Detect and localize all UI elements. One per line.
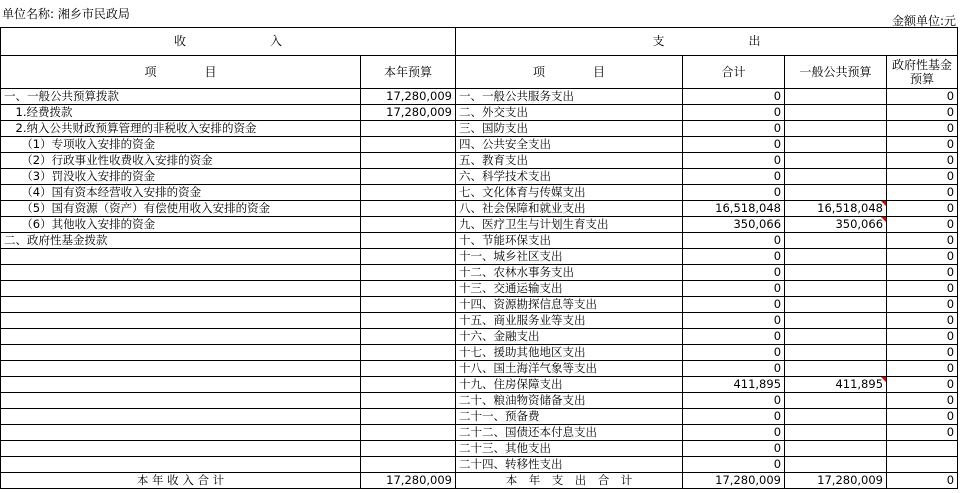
expense-item-cell: 十、节能环保支出 xyxy=(456,233,683,249)
expense-fund-sum: 0 xyxy=(887,473,958,489)
expense-fund-cell: 0 xyxy=(887,313,958,329)
expense-total-cell: 0 xyxy=(683,89,785,105)
expense-fund-cell: 0 xyxy=(887,361,958,377)
expense-total-cell: 0 xyxy=(683,169,785,185)
income-budget-cell xyxy=(361,185,456,201)
income-group-header: 收 入 xyxy=(1,28,456,56)
expense-general-cell: 411,895 xyxy=(785,377,887,393)
expense-item-cell: 十八、国土海洋气象等支出 xyxy=(456,361,683,377)
income-budget-cell: 17,280,009 xyxy=(361,105,456,121)
expense-general-cell xyxy=(785,441,887,457)
expense-fund-cell xyxy=(887,441,958,457)
income-budget-cell xyxy=(361,217,456,233)
table-row xyxy=(1,153,958,169)
expense-fund-cell: 0 xyxy=(887,409,958,425)
expense-fund-cell: 0 xyxy=(887,153,958,169)
expense-item-header: 项 目 xyxy=(456,56,683,89)
expense-fund-cell: 0 xyxy=(887,281,958,297)
table-row xyxy=(1,89,958,105)
income-item-cell: 一、一般公共预算拨款 xyxy=(1,89,361,105)
expense-general-cell xyxy=(785,297,887,313)
income-budget-cell xyxy=(361,361,456,377)
expense-general-cell xyxy=(785,329,887,345)
expense-general-cell xyxy=(785,457,887,473)
expense-total-cell: 0 xyxy=(683,105,785,121)
expense-fund-cell: 0 xyxy=(887,425,958,441)
expense-total-cell: 0 xyxy=(683,345,785,361)
income-item-cell xyxy=(1,297,361,313)
income-item-cell: （6）其他收入安排的资金 xyxy=(1,217,361,233)
expense-total-cell: 0 xyxy=(683,281,785,297)
table-row xyxy=(1,393,958,409)
income-budget-cell xyxy=(361,121,456,137)
expense-general-header: 一般公共预算 xyxy=(785,56,887,89)
expense-total-cell: 350,066 xyxy=(683,217,785,233)
table-row xyxy=(1,281,958,297)
income-budget-cell xyxy=(361,137,456,153)
income-item-cell: （5）国有资源（资产）有偿使用收入安排的资金 xyxy=(1,201,361,217)
expense-general-cell xyxy=(785,345,887,361)
expense-general-cell xyxy=(785,249,887,265)
expense-fund-cell: 0 xyxy=(887,233,958,249)
budget-table xyxy=(0,27,958,489)
income-item-cell xyxy=(1,281,361,297)
income-budget-cell xyxy=(361,393,456,409)
expense-fund-cell: 0 xyxy=(887,393,958,409)
table-row xyxy=(1,457,958,473)
income-item-cell: （2）行政事业性收费收入安排的资金 xyxy=(1,153,361,169)
expense-total-cell: 0 xyxy=(683,297,785,313)
expense-general-cell xyxy=(785,265,887,281)
expense-general-sum: 17,280,009 xyxy=(785,473,887,489)
table-row xyxy=(1,217,958,233)
table-row xyxy=(1,265,958,281)
expense-fund-cell: 0 xyxy=(887,217,958,233)
expense-item-cell: 十三、交通运输支出 xyxy=(456,281,683,297)
expense-fund-cell xyxy=(887,457,958,473)
income-total-label: 本 年 收 入 合 计 xyxy=(1,473,361,489)
income-budget-cell xyxy=(361,313,456,329)
expense-general-cell xyxy=(785,233,887,249)
income-item-header: 项 目 xyxy=(1,56,361,89)
income-budget-cell xyxy=(361,233,456,249)
expense-general-cell xyxy=(785,281,887,297)
income-item-cell: （1）专项收入安排的资金 xyxy=(1,137,361,153)
table-row xyxy=(1,249,958,265)
income-item-cell xyxy=(1,265,361,281)
expense-total-label: 本 年 支 出 合 计 xyxy=(456,473,683,489)
expense-fund-cell: 0 xyxy=(887,121,958,137)
expense-item-cell: 二十一、预备费 xyxy=(456,409,683,425)
table-row xyxy=(1,169,958,185)
totals-row xyxy=(1,473,958,489)
table-row xyxy=(1,409,958,425)
expense-item-cell: 二、外交支出 xyxy=(456,105,683,121)
expense-general-cell xyxy=(785,185,887,201)
expense-general-cell: 16,518,048 xyxy=(785,201,887,217)
income-item-cell: （4）国有资本经营收入安排的资金 xyxy=(1,185,361,201)
expense-item-cell: 十四、资源勘探信息等支出 xyxy=(456,297,683,313)
income-item-cell xyxy=(1,457,361,473)
expense-item-cell: 十五、商业服务业等支出 xyxy=(456,313,683,329)
expense-general-cell xyxy=(785,121,887,137)
expense-fund-cell: 0 xyxy=(887,249,958,265)
expense-total-cell: 0 xyxy=(683,313,785,329)
income-item-cell: 1.经费拨款 xyxy=(1,105,361,121)
income-budget-header: 本年预算 xyxy=(361,56,456,89)
unit-name-label: 单位名称: 湘乡市民政局 xyxy=(2,7,130,21)
table-row xyxy=(1,329,958,345)
income-item-cell xyxy=(1,425,361,441)
income-budget-cell xyxy=(361,153,456,169)
expense-item-cell: 十七、援助其他地区支出 xyxy=(456,345,683,361)
group-header-row xyxy=(1,28,958,56)
expense-total-cell: 0 xyxy=(683,329,785,345)
expense-total-cell: 0 xyxy=(683,249,785,265)
income-budget-cell xyxy=(361,201,456,217)
expense-fund-cell: 0 xyxy=(887,329,958,345)
table-row xyxy=(1,137,958,153)
income-budget-cell xyxy=(361,281,456,297)
expense-general-cell xyxy=(785,313,887,329)
income-budget-cell: 17,280,009 xyxy=(361,89,456,105)
income-item-cell xyxy=(1,409,361,425)
table-row xyxy=(1,313,958,329)
income-item-cell xyxy=(1,361,361,377)
expense-item-cell: 十九、住房保障支出 xyxy=(456,377,683,393)
income-item-cell xyxy=(1,377,361,393)
expense-fund-cell: 0 xyxy=(887,265,958,281)
income-budget-cell xyxy=(361,457,456,473)
expense-item-cell: 五、教育支出 xyxy=(456,153,683,169)
expense-total-cell: 0 xyxy=(683,457,785,473)
income-budget-cell xyxy=(361,329,456,345)
expense-fund-cell: 0 xyxy=(887,137,958,153)
expense-item-cell: 八、社会保障和就业支出 xyxy=(456,201,683,217)
expense-item-cell: 四、公共安全支出 xyxy=(456,137,683,153)
table-row xyxy=(1,121,958,137)
table-row xyxy=(1,345,958,361)
income-total-value: 17,280,009 xyxy=(361,473,456,489)
expense-total-cell: 411,895 xyxy=(683,377,785,393)
expense-general-cell xyxy=(785,153,887,169)
expense-fund-cell: 0 xyxy=(887,297,958,313)
expense-item-cell: 十六、金融支出 xyxy=(456,329,683,345)
table-row xyxy=(1,441,958,457)
income-item-cell xyxy=(1,393,361,409)
table-row xyxy=(1,425,958,441)
income-item-cell: （3）罚没收入安排的资金 xyxy=(1,169,361,185)
income-item-cell: 2.纳入公共财政预算管理的非税收入安排的资金 xyxy=(1,121,361,137)
expense-total-cell: 16,518,048 xyxy=(683,201,785,217)
expense-group-header: 支 出 xyxy=(456,28,958,56)
income-item-cell: 二、政府性基金拨款 xyxy=(1,233,361,249)
table-row xyxy=(1,185,958,201)
expense-item-cell: 六、科学技术支出 xyxy=(456,169,683,185)
table-row xyxy=(1,233,958,249)
expense-item-cell: 一、一般公共服务支出 xyxy=(456,89,683,105)
income-item-cell xyxy=(1,441,361,457)
expense-fund-header: 政府性基金预算 xyxy=(887,56,958,89)
income-item-cell xyxy=(1,345,361,361)
income-item-cell xyxy=(1,313,361,329)
expense-fund-cell: 0 xyxy=(887,201,958,217)
expense-total-cell: 0 xyxy=(683,233,785,249)
expense-fund-cell: 0 xyxy=(887,89,958,105)
expense-total-cell: 0 xyxy=(683,265,785,281)
income-item-cell xyxy=(1,249,361,265)
expense-fund-cell: 0 xyxy=(887,105,958,121)
expense-general-cell xyxy=(785,105,887,121)
expense-total-cell: 0 xyxy=(683,441,785,457)
income-budget-cell xyxy=(361,425,456,441)
expense-item-cell: 七、文化体育与传媒支出 xyxy=(456,185,683,201)
expense-item-cell: 二十、粮油物资储备支出 xyxy=(456,393,683,409)
expense-fund-cell: 0 xyxy=(887,169,958,185)
income-budget-cell xyxy=(361,377,456,393)
expense-general-cell xyxy=(785,137,887,153)
expense-total-cell: 0 xyxy=(683,153,785,169)
expense-total-cell: 0 xyxy=(683,393,785,409)
expense-item-cell: 十二、农林水事务支出 xyxy=(456,265,683,281)
income-budget-cell xyxy=(361,345,456,361)
income-budget-cell xyxy=(361,409,456,425)
expense-total-cell: 0 xyxy=(683,425,785,441)
income-item-cell xyxy=(1,329,361,345)
expense-fund-cell: 0 xyxy=(887,345,958,361)
expense-general-cell xyxy=(785,89,887,105)
income-budget-cell xyxy=(361,249,456,265)
expense-item-cell: 三、国防支出 xyxy=(456,121,683,137)
expense-item-cell: 二十二、国债还本付息支出 xyxy=(456,425,683,441)
table-row xyxy=(1,361,958,377)
table-row xyxy=(1,201,958,217)
expense-general-cell xyxy=(785,361,887,377)
table-row xyxy=(1,297,958,313)
expense-item-cell: 十一、城乡社区支出 xyxy=(456,249,683,265)
expense-total-cell: 0 xyxy=(683,121,785,137)
income-budget-cell xyxy=(361,169,456,185)
expense-general-cell xyxy=(785,169,887,185)
column-header-row xyxy=(1,56,958,89)
expense-general-cell xyxy=(785,393,887,409)
income-budget-cell xyxy=(361,441,456,457)
expense-item-cell: 九、医疗卫生与计划生育支出 xyxy=(456,217,683,233)
income-budget-cell xyxy=(361,265,456,281)
expense-fund-cell: 0 xyxy=(887,377,958,393)
expense-total-sum: 17,280,009 xyxy=(683,473,785,489)
expense-total-cell: 0 xyxy=(683,137,785,153)
expense-total-header: 合计 xyxy=(683,56,785,89)
expense-total-cell: 0 xyxy=(683,185,785,201)
expense-fund-cell: 0 xyxy=(887,185,958,201)
expense-item-cell: 二十四、转移性支出 xyxy=(456,457,683,473)
expense-general-cell: 350,066 xyxy=(785,217,887,233)
income-budget-cell xyxy=(361,297,456,313)
expense-total-cell: 0 xyxy=(683,361,785,377)
currency-unit-label: 金额单位:元 xyxy=(891,14,956,28)
expense-general-cell xyxy=(785,425,887,441)
expense-item-cell: 二十三、其他支出 xyxy=(456,441,683,457)
table-row xyxy=(1,105,958,121)
expense-total-cell: 0 xyxy=(683,409,785,425)
table-row xyxy=(1,377,958,393)
expense-general-cell xyxy=(785,409,887,425)
